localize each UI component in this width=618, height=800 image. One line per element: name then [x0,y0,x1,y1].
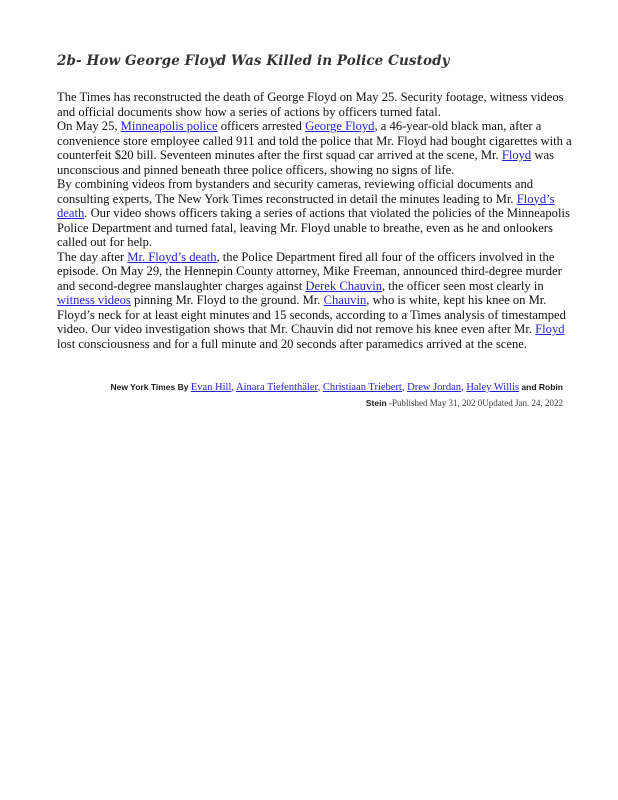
byline-separator: , [231,382,237,393]
text-run: . Our video shows officers taking a series of actions that violated the policies of the Minneapolis Police Department and turned fatal, leaving Mr. Floyd unable to breathe, even as he and onlookers called out for help. [57,206,570,249]
text-run: The Times has reconstructed the death of George Floyd on May 25. Security footage, witness videos and official documents show how a series of actions by officers turned fatal. [57,90,564,119]
byline-label: and Robin [519,382,563,392]
text-run: was unconscious and pinned beneath three police officers, showing no signs of life. [57,148,554,177]
byline-separator: , [317,382,323,393]
hyperlink[interactable]: Mr. Floyd’s death [127,249,217,264]
hyperlink[interactable]: Floyd [501,148,532,162]
byline [60,379,563,410]
hyperlink[interactable]: George Floyd [305,119,375,133]
text-run: , who is white, kept his knee on Mr. Floyd’s neck for at least eight minutes and 15 seconds, according to a Times analysis of timestamped video. Our video investigation shows that Mr. Chauvin did not remove his knee even after Mr. [57,293,566,336]
hyperlink[interactable]: witness videos [57,293,131,307]
author-link[interactable]: Drew Jordan [407,382,462,393]
hyperlink[interactable]: Floyd’s death [57,191,555,220]
text-run: The day after [57,249,128,264]
text-run: On May 25, [57,119,121,133]
text-run: officers arrested [217,119,306,133]
author-link[interactable]: Christiaan Triebert [322,382,402,393]
text-run: lost consciousness and for a full minute and 20 seconds after paramedics arrived at the scene. [57,336,528,351]
author-link[interactable]: Ainara Tiefenthäler [236,382,318,393]
article-body [57,90,574,351]
byline-line-2 [60,395,563,410]
author-link[interactable]: Haley Willis [466,382,520,393]
paragraph [57,90,574,119]
byline-label: Stein [365,398,390,408]
hyperlink[interactable]: Floyd [535,322,565,336]
hyperlink[interactable]: Derek Chauvin [305,278,382,293]
paragraph [57,119,574,177]
text-run: , the Police Department fired all four of the officers involved in the episode. On May 29, the Hennepin County attorney, Mike Freeman, announced third-degree murder and second-degree manslaughter charges against [57,249,562,293]
text-run: , a 46-year-old black man, after a convenience store employee called 911 and told the police that Mr. Floyd had bought cigarettes with a counterfeit $20 bill. Seventeen minutes after the first squad car arrived at the scene, Mr. [57,119,572,162]
hyperlink[interactable]: Minneapolis police [120,119,218,133]
text-run: , the officer seen most clearly in [382,278,544,293]
byline-line-1 [60,379,563,395]
byline-separator: , [461,382,467,393]
publish-date: -Published May 31, 202 0Updated Jan. 24, 2022 [389,398,563,408]
text-run: By combining videos from bystanders and security cameras, reviewing official documents and consulting experts, The New York Times reconstructed in detail the minutes leading to Mr. [57,177,534,206]
paragraph [57,177,574,250]
byline-separator: , [401,382,408,393]
text-run: pinning Mr. Floyd to the ground. Mr. [130,293,324,307]
author-link[interactable]: Evan Hill [190,382,232,393]
hyperlink[interactable]: Chauvin [323,293,367,307]
document-title: 2b- How George Floyd Was Killed in Police Custody [57,53,450,69]
paragraph [57,250,574,352]
byline-label: New York Times By [110,382,191,392]
